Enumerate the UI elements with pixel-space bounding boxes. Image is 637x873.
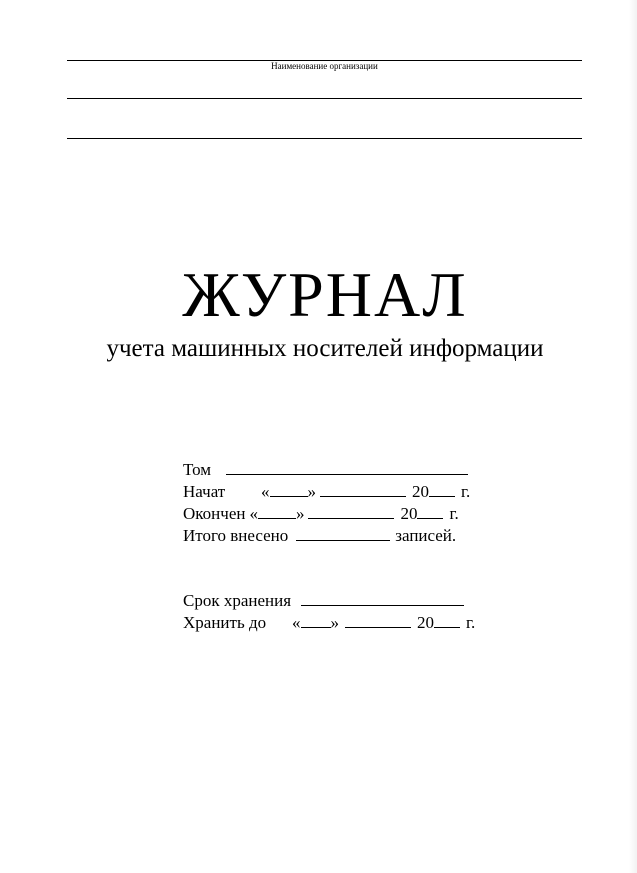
document-subtitle: учета машинных носителей информации (106, 335, 544, 362)
finished-year-suffix: г. (449, 504, 459, 523)
finished-label: Окончен (183, 504, 246, 523)
keep-until-century: 20 (417, 613, 434, 632)
organization-name-line-2[interactable] (67, 98, 582, 99)
keep-until-row (183, 612, 475, 634)
volume-row (183, 459, 470, 481)
document-title: ЖУРНАЛ (182, 259, 468, 330)
keep-until-year-field[interactable] (434, 612, 460, 628)
finished-quote-open: « (249, 504, 258, 523)
organization-caption: Наименование организации (271, 61, 378, 71)
started-label: Начат (183, 482, 226, 501)
keep-until-month-field[interactable] (345, 612, 411, 628)
storage-period-field[interactable] (301, 590, 464, 606)
page-edge (629, 0, 637, 873)
storage-period-label: Срок хранения (183, 591, 292, 610)
started-year-suffix: г. (461, 482, 471, 501)
storage-period-row (183, 590, 475, 612)
total-records-field[interactable] (296, 525, 390, 541)
keep-until-year-suffix: г. (466, 613, 476, 632)
started-quote-open: « (261, 482, 270, 501)
volume-field[interactable] (226, 459, 468, 475)
records-label: записей. (395, 526, 457, 545)
started-year-field[interactable] (429, 481, 455, 497)
started-day-field[interactable] (270, 481, 308, 497)
finished-quote-close: » (295, 504, 305, 523)
journal-info-form (183, 459, 470, 547)
finished-year-field[interactable] (417, 503, 443, 519)
started-century: 20 (412, 482, 429, 501)
finished-month-field[interactable] (308, 503, 394, 519)
started-quote-close: » (307, 482, 316, 501)
keep-until-quote-open: « (292, 613, 301, 632)
keep-until-label: Хранить до (183, 613, 267, 632)
finished-day-field[interactable] (258, 503, 296, 519)
keep-until-quote-close: » (330, 613, 339, 632)
finished-century: 20 (400, 504, 418, 523)
storage-info-form (183, 590, 475, 634)
organization-name-line-3[interactable] (67, 138, 582, 139)
finished-row (183, 503, 470, 525)
total-label: Итого внесено (183, 526, 289, 545)
keep-until-day-field[interactable] (301, 612, 331, 628)
volume-label: Том (183, 460, 212, 479)
total-row (183, 525, 470, 547)
started-row (183, 481, 470, 503)
started-month-field[interactable] (320, 481, 406, 497)
